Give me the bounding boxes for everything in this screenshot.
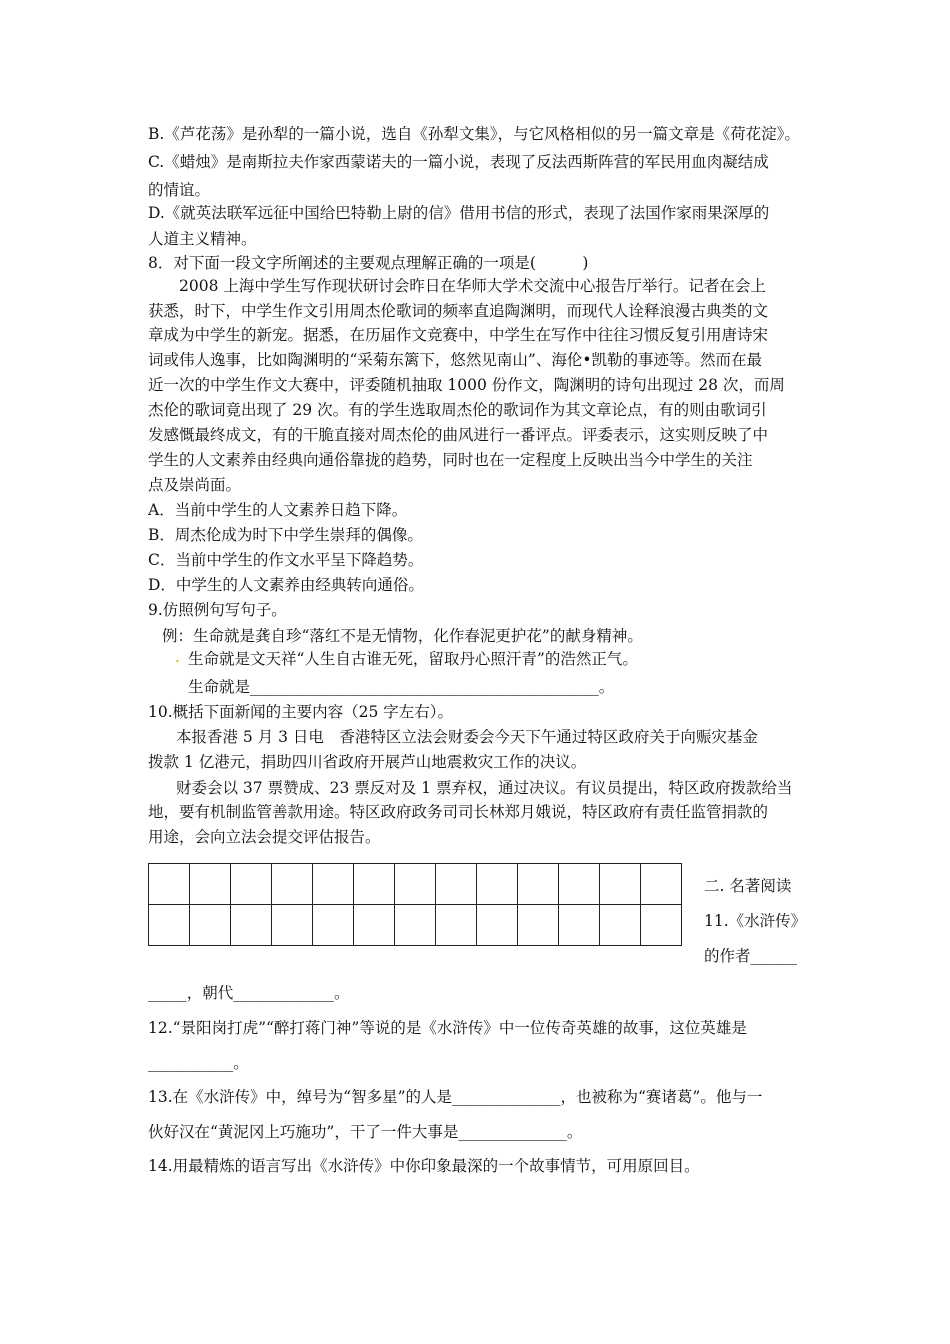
q7-option-d-line2: 人道主义精神。 [148,230,257,248]
answer-cell[interactable] [313,864,354,905]
q13-line2: 伙好汉在“黄泥冈上巧施功”，干了一件大事是______________。 [148,1123,583,1141]
q8-stem: 8．对下面一段文字所阐述的主要观点理解正确的一项是( ) [148,254,589,272]
answer-grid-row [149,864,682,905]
q9-answer-blank: 生命就是_____________________________________________。 [188,678,615,696]
answer-cell[interactable] [559,905,600,946]
q8-passage-line: 杰伦的歌词竟出现了 29 次。有的学生选取周杰伦的歌词作为其文章论点，有的则由歌词引 [148,401,767,419]
q11-line1: 11.《水浒传》 [704,912,807,930]
q10-passage-line: 用途，会向立法会提交评估报告。 [148,828,381,846]
answer-cell[interactable] [231,905,272,946]
q7-option-c-line1: C.《蜡烛》是南斯拉夫作家西蒙诺夫的一篇小说，表现了反法西斯阵营的军民用血肉凝结成 [148,153,769,171]
q9-stem: 9.仿照例句写句子。 [148,601,287,619]
answer-cell[interactable] [354,864,395,905]
q10-passage-line: 本报香港 5 月 3 日电 香港特区立法会财委会今天下午通过特区政府关于向赈灾基金 [176,728,758,746]
section-heading: 二. 名著阅读 [704,877,792,895]
q10-stem: 10.概括下面新闻的主要内容（25 字左右）。 [148,703,454,721]
q8-passage-line: 2008 上海中学生写作现状研讨会昨日在华师大学术交流中心报告厅举行。记者在会上 [148,277,766,295]
q8-passage-line: 近一次的中学生作文大赛中，评委随机抽取 1000 份作文，陶渊明的诗句出现过 28 次，而周 [148,376,785,394]
answer-grid-row [149,905,682,946]
answer-cell[interactable] [477,864,518,905]
q7-option-c-line2: 的情谊。 [148,181,211,199]
answer-cell[interactable] [149,864,190,905]
answer-cell[interactable] [190,864,231,905]
answer-cell[interactable] [641,905,682,946]
marker-dot: . [175,648,180,666]
q10-passage-line: 地，要有机制监管善款用途。特区政府政务司司长林郑月娥说，特区政府有责任监管捐款的 [148,803,769,821]
q7-option-d-line1: D.《就英法联军远征中国给巴特勒上尉的信》借用书信的形式，表现了法国作家雨果深厚的 [148,204,770,222]
answer-cell[interactable] [477,905,518,946]
q8-option-b: B．周杰伦成为时下中学生崇拜的偶像。 [148,526,423,544]
answer-cell[interactable] [641,864,682,905]
q13-line1: 13.在《水浒传》中，绰号为“智多星”的人是______________，也被称为“赛诸葛”。他与一 [148,1088,763,1106]
answer-cell[interactable] [395,864,436,905]
answer-cell[interactable] [272,864,313,905]
answer-cell[interactable] [518,905,559,946]
q8-passage-line: 获悉，时下，中学生作文引用周杰伦歌词的频率直追陶渊明，而现代人诠释浪漫古典类的文 [148,302,769,320]
q8-passage-line: 发感慨最终成文，有的干脆直接对周杰伦的曲风进行一番评点。评委表示，这实则反映了中 [148,426,769,444]
answer-cell[interactable] [354,905,395,946]
answer-cell[interactable] [190,905,231,946]
answer-cell[interactable] [272,905,313,946]
answer-cell[interactable] [313,905,354,946]
answer-cell[interactable] [600,864,641,905]
q8-passage-line: 点及崇尚面。 [148,476,242,494]
answer-cell[interactable] [395,905,436,946]
q12-line1: 12.“景阳岗打虎”“醉打蒋门神”等说的是《水浒传》中一位传奇英雄的故事，这位英雄是 [148,1019,747,1037]
answer-cell[interactable] [600,905,641,946]
q10-passage-line: 财委会以 37 票赞成、23 票反对及 1 票弃权，通过决议。有议员提出，特区政府拨款给当 [176,779,793,797]
answer-grid [148,863,682,946]
answer-cell[interactable] [436,905,477,946]
answer-cell[interactable] [149,905,190,946]
answer-cell[interactable] [436,864,477,905]
q8-passage-line: 章成为中学生的新宠。据悉，在历届作文竞赛中，中学生在写作中往往习惯反复引用唐诗宋 [148,326,769,344]
q8-option-a: A．当前中学生的人文素养日趋下降。 [148,501,408,519]
answer-cell[interactable] [518,864,559,905]
q12-line2: ___________。 [148,1054,249,1072]
answer-cell[interactable] [231,864,272,905]
q8-passage-line: 词或伟人逸事，比如陶渊明的“采菊东篱下，悠然见南山”、海伦•凯勒的事迹等。然而在最 [148,351,762,369]
q9-example-1: 例：生命就是龚自珍“落红不是无情物，化作春泥更护花”的献身精神。 [162,627,643,645]
q9-example-2: 生命就是文天祥“人生自古谁无死，留取丹心照汗青”的浩然正气。 [188,650,638,668]
q14-line1: 14.用最精炼的语言写出《水浒传》中你印象最深的一个故事情节，可用原回目。 [148,1157,700,1175]
answer-cell[interactable] [559,864,600,905]
q8-option-c: C．当前中学生的作文水平呈下降趋势。 [148,551,424,569]
q8-passage-line: 学生的人文素养由经典向通俗靠拢的趋势，同时也在一定程度上反映出当今中学生的关注 [148,451,753,469]
q11-line2: 的作者______ [704,947,798,965]
q7-option-b: B.《芦花荡》是孙犁的一篇小说，选自《孙犁文集》，与它风格相似的另一篇文章是《荷花淀》。 [148,125,800,143]
q8-option-d: D．中学生的人文素养由经典转向通俗。 [148,576,424,594]
q10-passage-line: 拨款 1 亿港元，捐助四川省政府开展芦山地震救灾工作的决议。 [148,753,587,771]
q11-line3: _____，朝代_____________。 [148,984,350,1002]
